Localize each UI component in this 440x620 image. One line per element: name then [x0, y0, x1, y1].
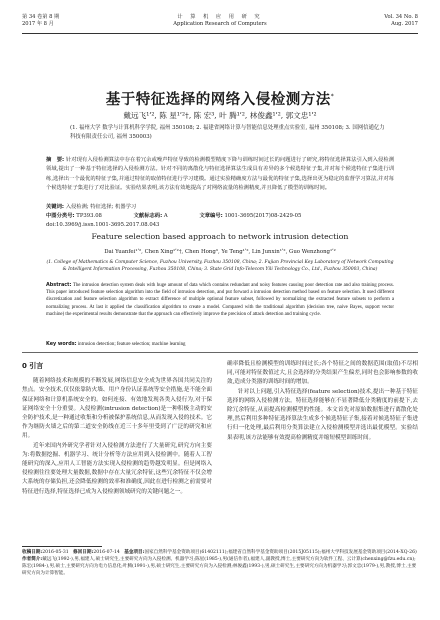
doc-code-value: A [163, 213, 168, 219]
keywords-en [46, 341, 394, 347]
abstract-en-text: The intrusion detection system deals with huge amount of data which contains redundant and noisy features causing poor detection rate and also training process. This paper introduced feature selection algorithm into the field of intrusion detection, and put forward a intrusion detection method based on feature selection. It used different discretization and feature selection algorithm to extract difference of multiple optional feature subset, followed by normalizing the extracted feature subsets to perform a normalizing process. At last it applied the classification algorithm to create a model. Compared with the traditional algorithm (decision tree, naive Bayes, support vector machine) the experimental results demonstrate that the approach can effectively improve the precision of attack detection and training cycle. [46, 283, 395, 317]
keywords-cn-text: 入侵检测; 特征选择; 机器学习 [65, 204, 137, 210]
header-rule [22, 33, 418, 34]
paper-title-cn-text: 基于特征选择的网络入侵检测方法 [105, 92, 331, 108]
affiliation-cn: (1. 福州大学 数学与计算机科学学院, 福州 350108; 2. 福建省网络计算与智能信息处理重点实验室, 福州 350108; 3. 国网信通亿力科技有限责任公司, 福州 350003) [70, 125, 385, 140]
abstract-en-label: Abstract: [46, 282, 72, 288]
doi-line: doi:10.3969/j.issn.1001-3695.2017.08.043 [46, 222, 160, 228]
title-footnote-mark: * [330, 93, 335, 101]
header-journal-en: Application Research of Computers [173, 21, 267, 27]
header-journal [22, 14, 418, 28]
fund-label: 基金项目: [124, 550, 145, 555]
affiliation-en: (1. College of Mathematics & Computer Science, Fuzhou University, Fuzhou 350108, China; 2. Fujian Provincial Key Laboratory of Network Computing & Intelligent Information Processing, Fuzhou 350108, China; 3. State Grid Info-Telecom Yili Technology Co., Ltd., Fuzhou 350003, China) [46, 260, 394, 272]
footnote [22, 549, 418, 577]
bio-label: 作者简介: [22, 557, 43, 563]
body-paragraph: 近年来国内外研究学者针对入侵检测方法进行了大量研究,研究方向主要为:将数据挖掘、机器学习、统计分析等方法应用到入侵检测中。随着人工智能研究的深入,应用人工智能方法实现入侵检测的趋势越发明显。但是网络入侵检测往往要处理大量数据,数据中存在大量冗余特征,这些冗余特征不仅会增大系统的存储负担,还会降低检测的效率和准确度,因此在进行检测之前需要对特征进行选择,特征选择已成为入侵检测领域研究的关键问题之一。 [22, 442, 212, 495]
body-column-left [22, 360, 212, 497]
abstract-cn-label: 摘 要: [46, 157, 65, 163]
author-list-cn: 戴远飞¹ʹ², 陈 星¹ʹ²†, 陈 宏³, 叶 腾¹ʹ², 林俊鑫¹ʹ², 郭文忠¹ʹ² [123, 111, 317, 120]
bio-text: 戴远飞(1992-),男,福建人,硕士研究生,主要研究方向为入侵检测、机器学习;陈星(1985-),男(通信作者),福建人,副教授,博士,主要研究方向为软件工程、云计算(chenxing@fzu.edu.cn);陈宏(1984-),男,硕士,主要研究方向为电力信息化;叶腾(1991-),男,硕士研究生,主要研究方向为入侵检测;林俊鑫(1993-),男,硕士研究生,主要研究方向为机器学习;郭文忠(1979-),男,教授,博士,主要研究方向为计算智能。 [22, 557, 417, 577]
keywords-en-text: intrusion detection; feature selection; machine learning [77, 342, 186, 347]
article-no-value: 1001-3695(2017)08-2429-05 [224, 213, 302, 219]
body-column-right [227, 360, 418, 443]
keywords-en-label: Key words: [46, 341, 77, 347]
revised-date: 2016-07-14 [93, 550, 120, 555]
body-paragraph: 随着网络技术和规模的不断发展,网络信息安全成为世界各国共同关注的焦点。安全技术,仅仅依靠防火墙、用户身份认证系统等安全措施,是不能全面保证网络和计算机系统安全的。如何连接、有效地发现各类入侵行为,对于保证网络安全十分重要。入侵检测(intrusion detection)是一种积极主动的安全防护技术,是一种通过收集和分析被保护系统信息,从而发现入侵的技术。它作为继防火墙之后的第二道安全防线在近三十多年里受到了广泛的研究和应用。 [22, 378, 212, 440]
keywords-cn-label: 关键词: [46, 204, 65, 210]
author-list-en: Dai Yuanfei¹ʹ², Chen Xing¹ʹ²†, Chen Hong³, Ye Teng¹ʹ², Lin Junxin¹ʹ², Guo Wenzhong¹ʹ² [104, 249, 336, 255]
header-journal-cn: 计 算 机 应 用 研 究 [177, 14, 263, 20]
body-paragraph: 确率降低且检测模型的训练时间过长;各个特征之间的数据范围(取值)不尽相同,可能对特征数值过大,且会选择的分类结果产生偏差,同时也会影响参数的收敛,造成分类器的训练时间的增加。 [227, 361, 418, 386]
header-vol-no: Vol. 34 No. 8 [384, 14, 418, 20]
section-heading-intro: 0 引言 [22, 362, 44, 370]
paper-title-cn [0, 88, 440, 109]
abstract-en [46, 282, 394, 318]
abstract-cn-text: 针对现有入侵检测算法中存在着冗余或噪声特征导致的检测模型精度下降与训练时间过长的问题进行了研究,将特征选择算法引入到入侵检测领域,提出了一种基于特征选择的入侵检测方法。针对不同的离散化与特征选择算法生成具有差异的多个候选特征子集,并对每个候选特征子集进行训练,选择出一个最优的特征子集,并通过特征的取值特征进行学习建模。通过实验精确度方法与最优的特征子集,选择出更为稳定的监督学习算法,并对每个候选特征子集进行了对比验证。实验结果表明,该方法有效地提高了对网络流量的检测精度,并且降低了模型的训练时间。 [46, 157, 394, 191]
clc-value: TP393.08 [76, 213, 102, 219]
fund-text: 国家自然科学基金资助项目(61402111);福建省自然科学基金资助项目(2015J05115);福州大学科技发展基金资助项目(2014-XQ-26) [144, 550, 417, 555]
body-paragraph: 针对以上问题,引入特征选择(feature selection)技术,提出一种基于特征选择的网络入侵检测方法。特征选择能够在不显著降低分类精度的前提下,去除冗余特征,从而提高检测模型的性能。本文首先对原始数据集进行离散化处理,然后利用多种特征选择算法生成多个候选特征子集,接着对候选特征子集进行归一化处理,最后利用分类算法建立入侵检测模型并选出最优模型。实验结果表明,该方法能够有效提高检测精度并缩短模型训练时间。 [227, 388, 418, 441]
header-month-year: Aug. 2017 [391, 21, 418, 27]
header-volume-en [384, 14, 418, 28]
abstract-cn [46, 156, 394, 193]
received-label: 收稿日期: [22, 550, 43, 555]
revised-label: 修回日期: [73, 550, 94, 555]
section-divider [22, 352, 418, 353]
doc-code-label: 文献标志码: [133, 213, 163, 219]
received-date: 2016-05-31 [42, 550, 69, 555]
header-date: 2017 年 8 月 [22, 21, 54, 27]
paper-title-en: Feature selection based approach to network intrusion detection [91, 232, 349, 241]
clc-label: 中图分类号: [46, 213, 75, 219]
footnote-bio [22, 556, 418, 577]
header-volume-issue: 第 34 卷第 8 期 [22, 14, 60, 20]
footnote-rule [22, 546, 102, 547]
keywords-cn [46, 203, 136, 211]
classification-line [46, 212, 301, 220]
running-header [22, 14, 418, 40]
footnote-dates [22, 549, 418, 556]
article-no-label: 文章编号: [199, 213, 223, 219]
